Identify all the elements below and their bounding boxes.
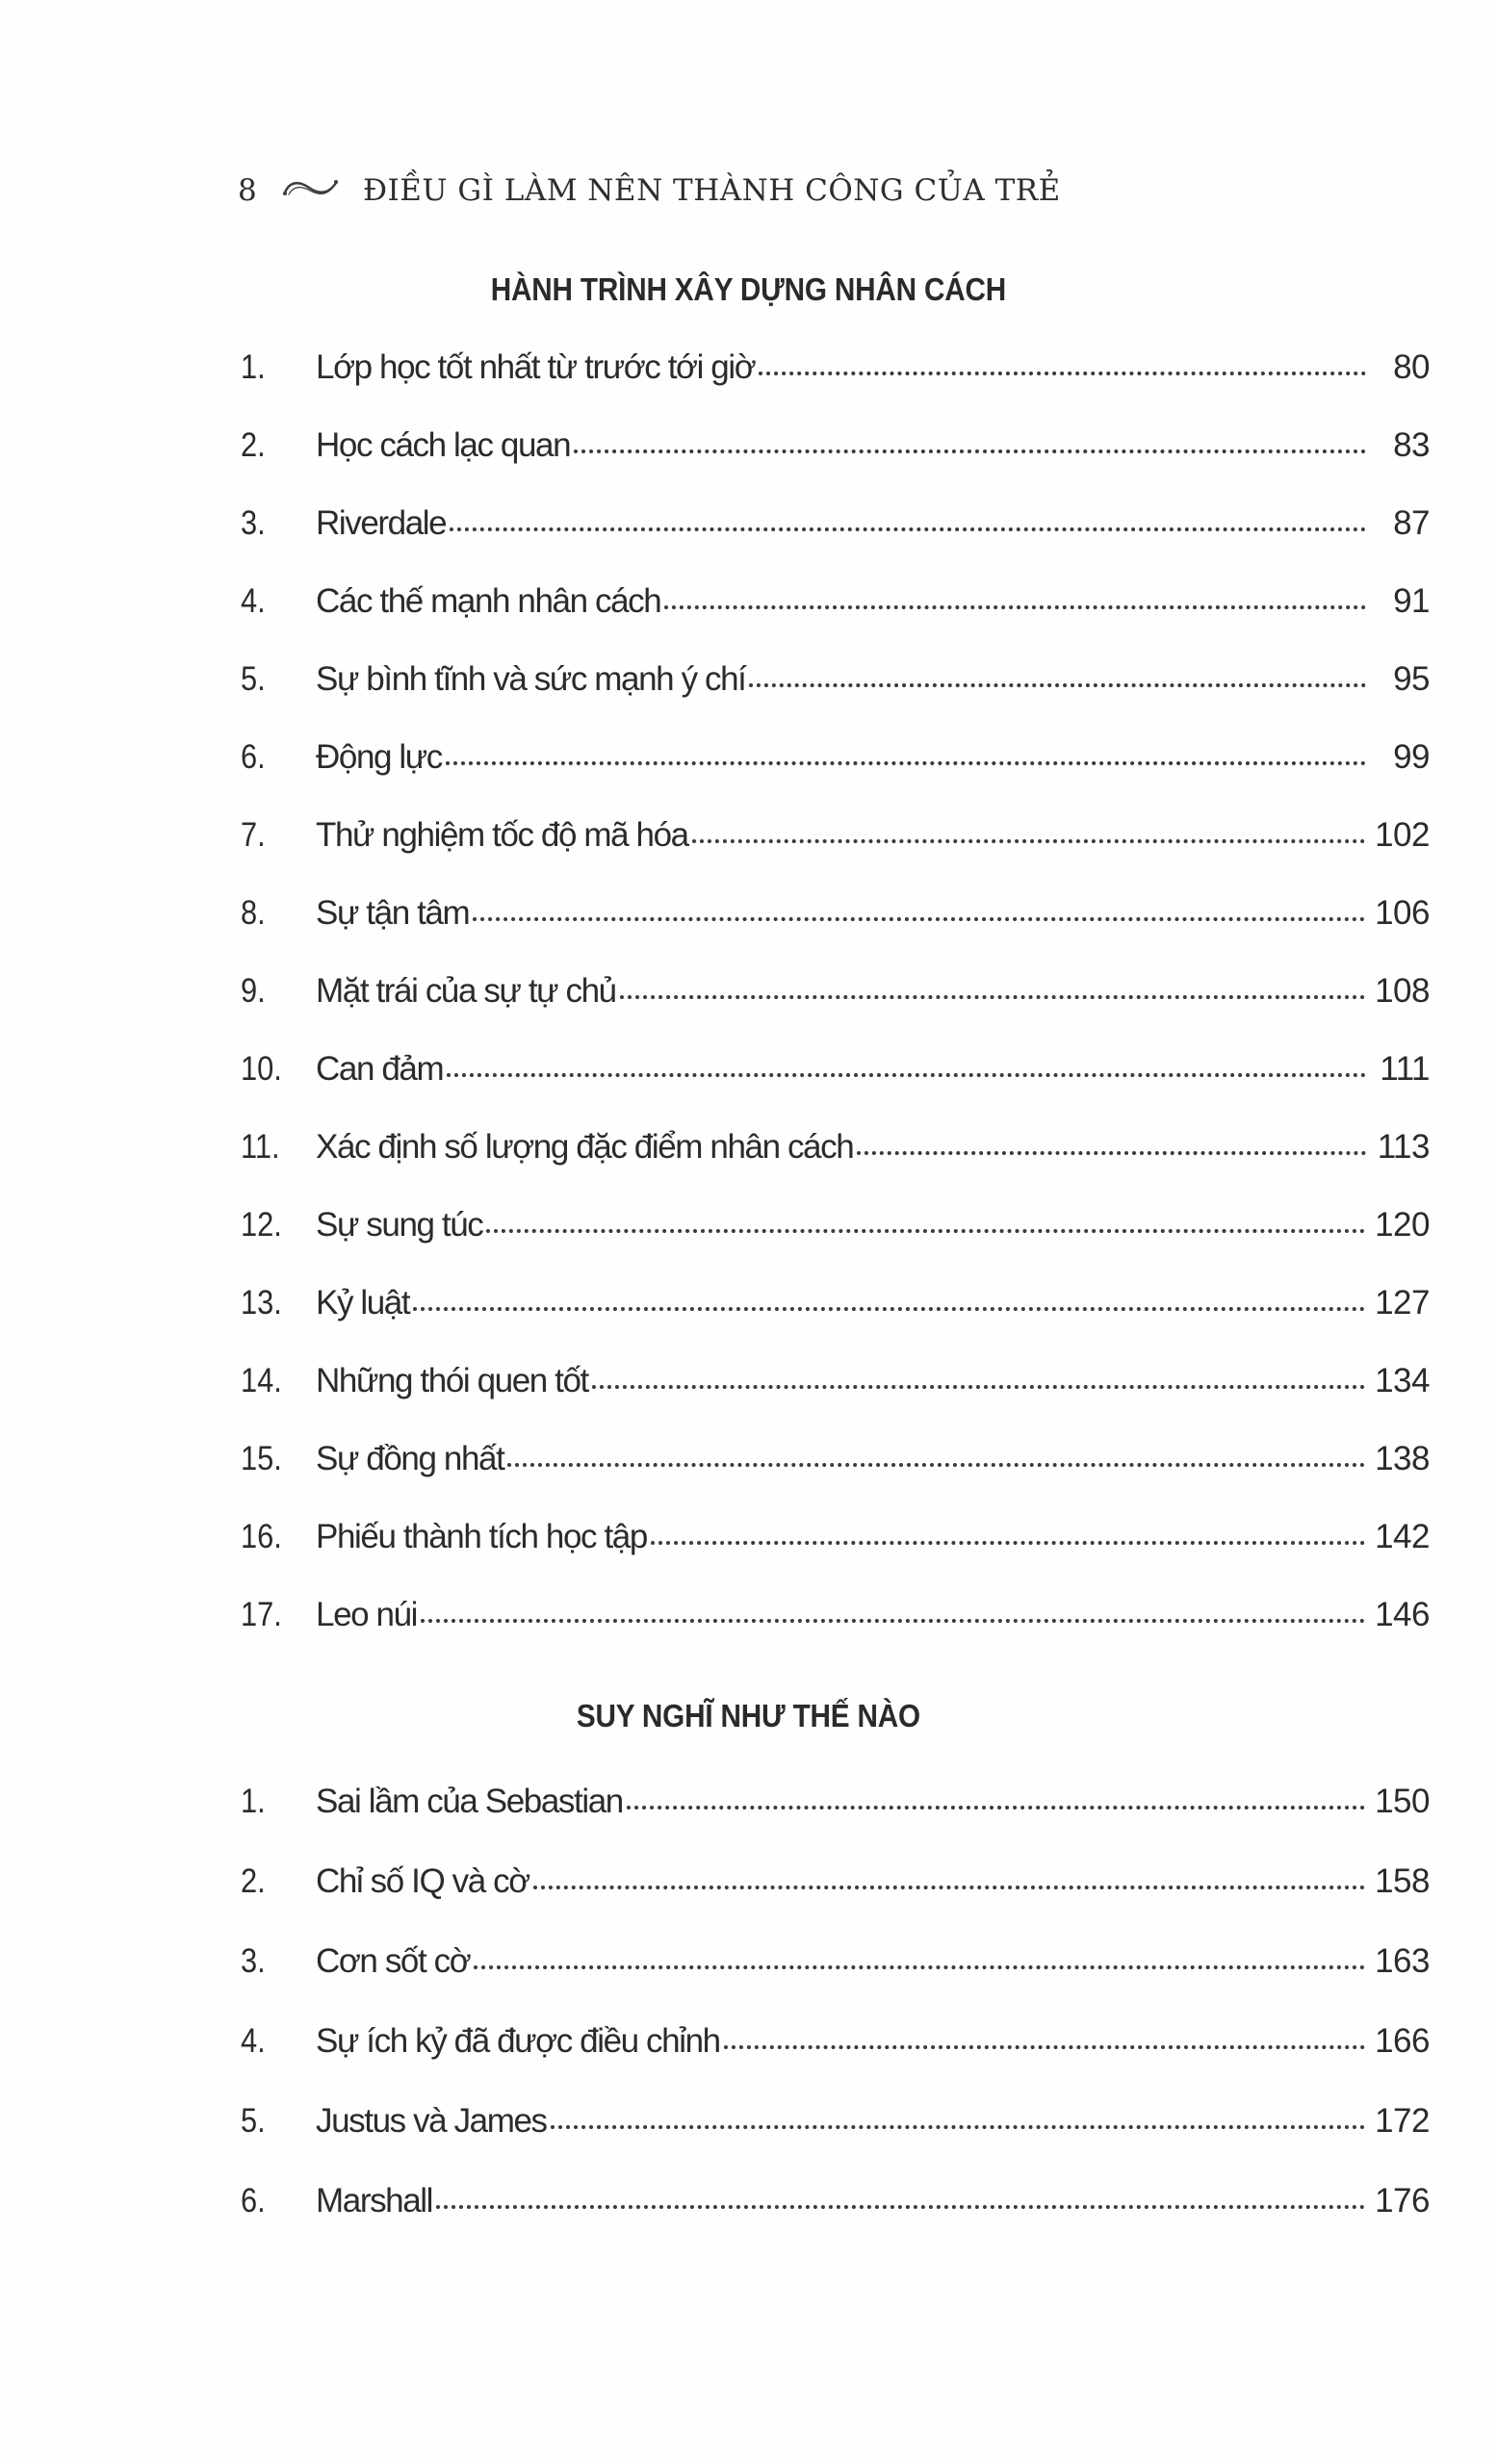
entry-page-number: 150 (1375, 1783, 1430, 1820)
dot-leader (436, 2205, 1365, 2209)
toc-entry[interactable] (241, 1206, 1430, 1254)
dot-leader (507, 1463, 1365, 1467)
toc-entry[interactable] (241, 816, 1430, 864)
entry-number: 6. (241, 2182, 266, 2220)
entry-number: 14. (241, 1362, 282, 1399)
entry-number: 6. (241, 738, 266, 776)
dot-leader (692, 839, 1365, 843)
entry-page-number: 163 (1375, 1942, 1430, 1980)
entry-page-number: 80 (1393, 348, 1430, 386)
entry-title: Học cách lạc quan (316, 426, 571, 464)
entry-page-number: 158 (1375, 1862, 1430, 1900)
entry-number: 9. (241, 972, 266, 1010)
entry-number: 10. (241, 1050, 282, 1088)
toc-entry[interactable] (241, 1596, 1430, 1644)
dot-leader (450, 527, 1366, 531)
toc-entry[interactable] (241, 894, 1430, 942)
section-title-text: SUY NGHĨ NHƯ THẾ NÀO (576, 1698, 921, 1733)
entry-number: 5. (241, 660, 266, 698)
entry-number: 11. (241, 1128, 280, 1166)
entry-page-number: 106 (1375, 894, 1430, 932)
entry-title: Những thói quen tốt (316, 1362, 588, 1399)
dot-leader (724, 2045, 1365, 2049)
entry-page-number: 111 (1380, 1050, 1430, 1088)
dot-leader (473, 917, 1365, 921)
tilde-swash-ornament-icon (282, 175, 363, 204)
entry-title: Cơn sốt cờ (316, 1942, 471, 1980)
entry-page-number: 172 (1375, 2102, 1430, 2140)
entry-number: 3. (241, 1942, 266, 1980)
entry-page-number: 138 (1375, 1440, 1430, 1477)
entry-page-number: 102 (1375, 816, 1430, 854)
entry-number: 4. (241, 2022, 266, 2060)
entry-title: Riverdale (316, 504, 447, 542)
entry-page-number: 95 (1393, 660, 1430, 698)
entry-number: 12. (241, 1206, 282, 1244)
entry-number: 7. (241, 816, 266, 854)
entry-title: Leo núi (316, 1596, 418, 1633)
entry-page-number: 120 (1375, 1206, 1430, 1244)
entry-page-number: 146 (1375, 1596, 1430, 1633)
entry-number: 16. (241, 1518, 282, 1555)
entry-title: Xác định số lượng đặc điểm nhân cách (316, 1128, 854, 1166)
toc-entry[interactable] (241, 972, 1430, 1020)
entry-page-number: 83 (1393, 426, 1430, 464)
entry-page-number: 87 (1393, 504, 1430, 542)
entry-title: Sự tận tâm (316, 894, 470, 932)
dot-leader (759, 372, 1366, 375)
toc-entry[interactable] (241, 348, 1430, 397)
dot-leader (592, 1385, 1365, 1389)
entry-title: Lớp học tốt nhất từ trước tới giờ (316, 348, 756, 386)
entry-number: 15. (241, 1440, 282, 1477)
entry-page-number: 134 (1375, 1362, 1430, 1399)
entry-number: 1. (241, 1783, 266, 1820)
entry-title: Mặt trái của sự tự chủ (316, 972, 616, 1010)
dot-leader (620, 995, 1365, 999)
entry-number: 2. (241, 426, 266, 464)
toc-entry[interactable] (241, 1128, 1430, 1176)
entry-page-number: 99 (1393, 738, 1430, 776)
toc-entry[interactable] (241, 582, 1430, 630)
entry-page-number: 91 (1393, 582, 1430, 620)
toc-entry[interactable] (241, 1783, 1430, 1831)
toc-entry[interactable] (241, 738, 1430, 786)
entry-title: Sự bình tĩnh và sức mạnh ý chí (316, 660, 746, 698)
dot-leader (664, 605, 1366, 609)
entry-page-number: 176 (1375, 2182, 1430, 2220)
entry-title: Sai lầm của Sebastian (316, 1783, 623, 1820)
dot-leader (421, 1619, 1365, 1623)
entry-page-number: 127 (1375, 1284, 1430, 1322)
entry-title: Can đảm (316, 1050, 444, 1088)
toc-entry[interactable] (241, 2102, 1430, 2150)
entry-title: Sự ích kỷ đã được điều chỉnh (316, 2022, 720, 2060)
entry-number: 5. (241, 2102, 266, 2140)
entry-title: Các thế mạnh nhân cách (316, 582, 661, 620)
dot-leader (446, 761, 1366, 765)
entry-title: Sự đồng nhất (316, 1440, 504, 1477)
dot-leader (447, 1073, 1366, 1077)
dot-leader (651, 1541, 1365, 1545)
entry-title: Động lực (316, 738, 442, 776)
toc-entry[interactable] (241, 660, 1430, 708)
section-title-how-to-think (0, 1698, 1497, 1734)
dot-leader (474, 1965, 1365, 1969)
running-head-book-title: ĐIỀU GÌ LÀM NÊN THÀNH CÔNG CỦA TRẺ (363, 173, 1061, 208)
entry-title: Kỷ luật (316, 1284, 410, 1322)
toc-entry[interactable] (241, 1518, 1430, 1566)
dot-leader (749, 683, 1366, 687)
toc-entry[interactable] (241, 2182, 1430, 2230)
entry-number: 1. (241, 348, 266, 386)
entry-title: Sự sung túc (316, 1206, 483, 1244)
entry-number: 13. (241, 1284, 282, 1322)
dot-leader (551, 2125, 1365, 2129)
entry-number: 17. (241, 1596, 282, 1633)
dot-leader (627, 1806, 1365, 1810)
toc-entry[interactable] (241, 504, 1430, 552)
entry-number: 4. (241, 582, 266, 620)
entry-number: 3. (241, 504, 266, 542)
entry-title: Justus và James (316, 2102, 547, 2140)
toc-entry[interactable] (241, 1942, 1430, 1990)
dot-leader (533, 1886, 1365, 1889)
toc-entry[interactable] (241, 1440, 1430, 1488)
running-head (238, 171, 1061, 214)
entry-page-number: 142 (1375, 1518, 1430, 1555)
entry-title: Phiếu thành tích học tập (316, 1518, 647, 1555)
toc-entry[interactable] (241, 1862, 1430, 1911)
dot-leader (857, 1151, 1366, 1155)
entry-page-number: 108 (1375, 972, 1430, 1010)
entry-page-number: 166 (1375, 2022, 1430, 2060)
section-title-text: HÀNH TRÌNH XÂY DỰNG NHÂN CÁCH (490, 271, 1007, 307)
dot-leader (574, 449, 1366, 453)
entry-number: 2. (241, 1862, 266, 1900)
toc-entry[interactable] (241, 2022, 1430, 2070)
page-folio: 8 (238, 173, 258, 208)
toc-entry[interactable] (241, 1284, 1430, 1332)
toc-entry[interactable] (241, 426, 1430, 475)
entry-number: 8. (241, 894, 266, 932)
dot-leader (413, 1307, 1365, 1311)
entry-title: Thử nghiệm tốc độ mã hóa (316, 816, 688, 854)
section-title-character-building (0, 271, 1497, 308)
entry-title: Marshall (316, 2182, 433, 2220)
toc-entry[interactable] (241, 1362, 1430, 1410)
entry-page-number: 113 (1377, 1128, 1430, 1166)
entry-title: Chỉ số IQ và cờ (316, 1862, 529, 1900)
toc-entry[interactable] (241, 1050, 1430, 1098)
dot-leader (486, 1229, 1365, 1233)
